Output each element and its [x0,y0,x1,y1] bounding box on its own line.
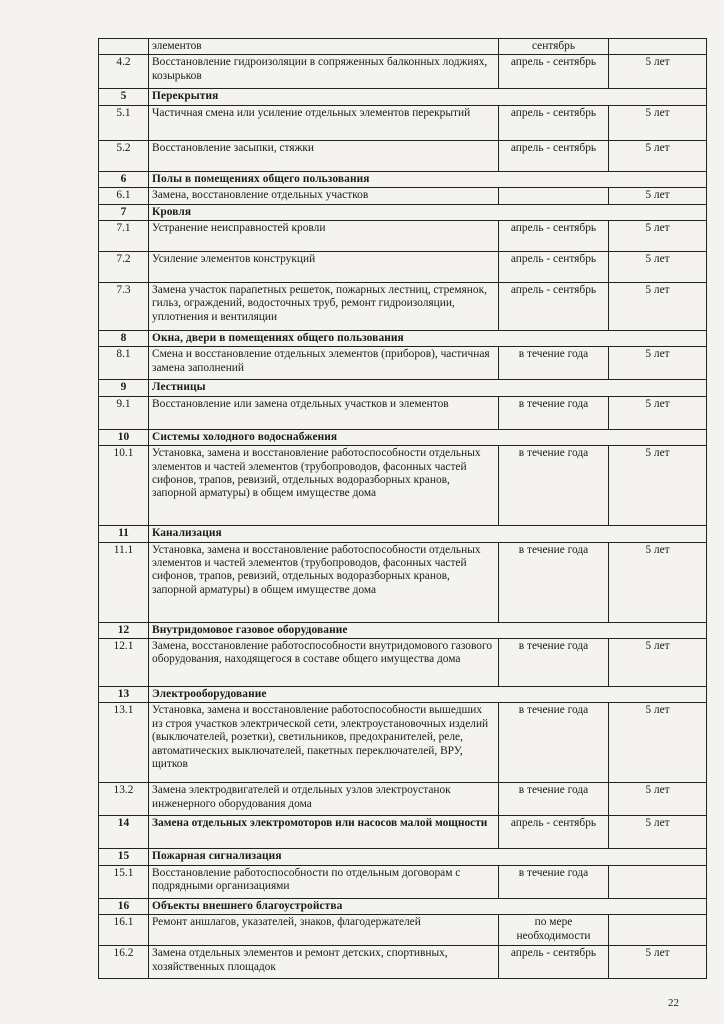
section-title: Системы холодного водоснабжения [149,429,707,445]
item-description: Устранение неисправностей кровли [149,221,499,252]
item-description: Замена, восстановление отдельных участков [149,188,499,204]
section-row [99,898,707,914]
section-number: 7 [99,204,149,220]
table-row [99,221,707,252]
section-title: Лестницы [149,380,707,396]
works-table-body [99,39,707,979]
item-number: 13.1 [99,703,149,783]
item-period: апрель - сентябрь [499,252,609,283]
item-period: сентябрь [499,39,609,55]
table-row [99,783,707,816]
table-row [99,915,707,946]
section-number: 5 [99,89,149,105]
item-number: 14 [99,816,149,849]
item-number: 12.1 [99,639,149,687]
item-period: по мере необходимости [499,915,609,946]
section-item-row [99,816,707,849]
item-warranty: 5 лет [609,446,707,526]
table-row [99,347,707,380]
item-number: 4.2 [99,55,149,89]
item-warranty [609,865,707,898]
item-number: 7.1 [99,221,149,252]
item-period: апрель - сентябрь [499,105,609,140]
item-period: апрель - сентябрь [499,283,609,331]
table-row [99,105,707,140]
table-row [99,39,707,55]
section-number: 12 [99,622,149,638]
item-period: апрель - сентябрь [499,140,609,171]
section-title: Электрооборудование [149,687,707,703]
item-description: Восстановление работоспособности по отдельным договорам с подрядными организациями [149,865,499,898]
table-row [99,140,707,171]
item-description: Ремонт аншлагов, указателей, знаков, флагодержателей [149,915,499,946]
item-description: Восстановление или замена отдельных участков и элементов [149,396,499,429]
section-row [99,429,707,445]
section-title: Кровля [149,204,707,220]
item-number: 16.2 [99,946,149,979]
section-title: Канализация [149,526,707,542]
table-row [99,946,707,979]
item-number: 16.1 [99,915,149,946]
section-number: 13 [99,687,149,703]
item-warranty: 5 лет [609,55,707,89]
section-number: 8 [99,331,149,347]
item-warranty [609,39,707,55]
table-row [99,188,707,204]
item-period [499,188,609,204]
table-row [99,865,707,898]
item-number: 15.1 [99,865,149,898]
table-row [99,542,707,622]
section-row [99,687,707,703]
item-warranty: 5 лет [609,703,707,783]
section-title: Внутридомовое газовое оборудование [149,622,707,638]
item-number: 7.2 [99,252,149,283]
item-period: апрель - сентябрь [499,55,609,89]
item-warranty: 5 лет [609,283,707,331]
item-number [99,39,149,55]
item-warranty: 5 лет [609,105,707,140]
item-period: в течение года [499,703,609,783]
item-description: Замена участок парапетных решеток, пожарных лестниц, стремянок, гильз, ограждений, водосточных труб, ремонт гидроизоляции, уплотнения и вентиляции [149,283,499,331]
works-table-sheet [98,38,707,979]
item-number: 5.1 [99,105,149,140]
table-row [99,446,707,526]
item-period: в течение года [499,347,609,380]
item-number: 5.2 [99,140,149,171]
item-warranty: 5 лет [609,542,707,622]
section-number: 9 [99,380,149,396]
item-warranty [609,915,707,946]
section-title: Окна, двери в помещениях общего пользования [149,331,707,347]
section-row [99,204,707,220]
item-number: 11.1 [99,542,149,622]
section-number: 6 [99,171,149,187]
item-period: апрель - сентябрь [499,816,609,849]
item-period: в течение года [499,542,609,622]
item-period: в течение года [499,446,609,526]
table-row [99,252,707,283]
item-warranty: 5 лет [609,347,707,380]
section-title: Пожарная сигнализация [149,849,707,865]
item-warranty: 5 лет [609,221,707,252]
item-number: 7.3 [99,283,149,331]
page-number: 22 [668,997,679,1009]
section-row [99,526,707,542]
table-row [99,283,707,331]
section-title: Перекрытия [149,89,707,105]
item-description: Замена отдельных электромоторов или насосов малой мощности [149,816,499,849]
item-description: Замена, восстановление работоспособности внутридомового газового оборудования, находящегося в составе общего имущества дома [149,639,499,687]
item-period: апрель - сентябрь [499,221,609,252]
item-warranty: 5 лет [609,188,707,204]
item-period: в течение года [499,865,609,898]
item-description: Восстановление гидроизоляции в сопряженных балконных лоджиях, козырьков [149,55,499,89]
section-number: 16 [99,898,149,914]
item-warranty: 5 лет [609,396,707,429]
item-description: Восстановление засыпки, стяжки [149,140,499,171]
item-number: 9.1 [99,396,149,429]
table-row [99,639,707,687]
item-description: Установка, замена и восстановление работоспособности отдельных элементов и частей элементов (трубопроводов, фасонных частей сифонов, трапов, ревизий, отдельных водоразборных кранов, запорной арматуры) в общем имуществе дома [149,446,499,526]
item-period: в течение года [499,396,609,429]
item-number: 8.1 [99,347,149,380]
section-row [99,171,707,187]
item-description: элементов [149,39,499,55]
section-number: 11 [99,526,149,542]
item-period: в течение года [499,639,609,687]
item-description: Установка, замена и восстановление работоспособности вышедших из строя участков электрической сети, электроустановочных изделий (выключателей, розетки), светильников, предохранителей, реле, автоматических выключателей, пакетных переключателей, ВРУ, щитков [149,703,499,783]
section-row [99,89,707,105]
item-description: Смена и восстановление отдельных элементов (приборов), частичная замена заполнений [149,347,499,380]
section-row [99,331,707,347]
section-number: 10 [99,429,149,445]
item-warranty: 5 лет [609,946,707,979]
item-period: апрель - сентябрь [499,946,609,979]
item-warranty: 5 лет [609,639,707,687]
section-row [99,849,707,865]
table-row [99,703,707,783]
table-row [99,55,707,89]
item-warranty: 5 лет [609,140,707,171]
item-description: Установка, замена и восстановление работоспособности отдельных элементов и частей элементов (трубопроводов, фасонных частей сифонов, трапов, ревизий, отдельных водоразборных кранов, запорной арматуры) в общем имуществе дома [149,542,499,622]
item-description: Усиление элементов конструкций [149,252,499,283]
section-number: 15 [99,849,149,865]
item-description: Замена отдельных элементов и ремонт детских, спортивных, хозяйственных площадок [149,946,499,979]
item-period: в течение года [499,783,609,816]
table-row [99,396,707,429]
section-row [99,622,707,638]
item-warranty: 5 лет [609,816,707,849]
section-title: Полы в помещениях общего пользования [149,171,707,187]
item-number: 10.1 [99,446,149,526]
works-table [98,38,707,979]
section-title: Объекты внешнего благоустройства [149,898,707,914]
item-warranty: 5 лет [609,252,707,283]
item-warranty: 5 лет [609,783,707,816]
item-number: 6.1 [99,188,149,204]
item-description: Частичная смена или усиление отдельных элементов перекрытий [149,105,499,140]
item-description: Замена электродвигателей и отдельных узлов электроустанок инженерного оборудования дома [149,783,499,816]
section-row [99,380,707,396]
item-number: 13.2 [99,783,149,816]
